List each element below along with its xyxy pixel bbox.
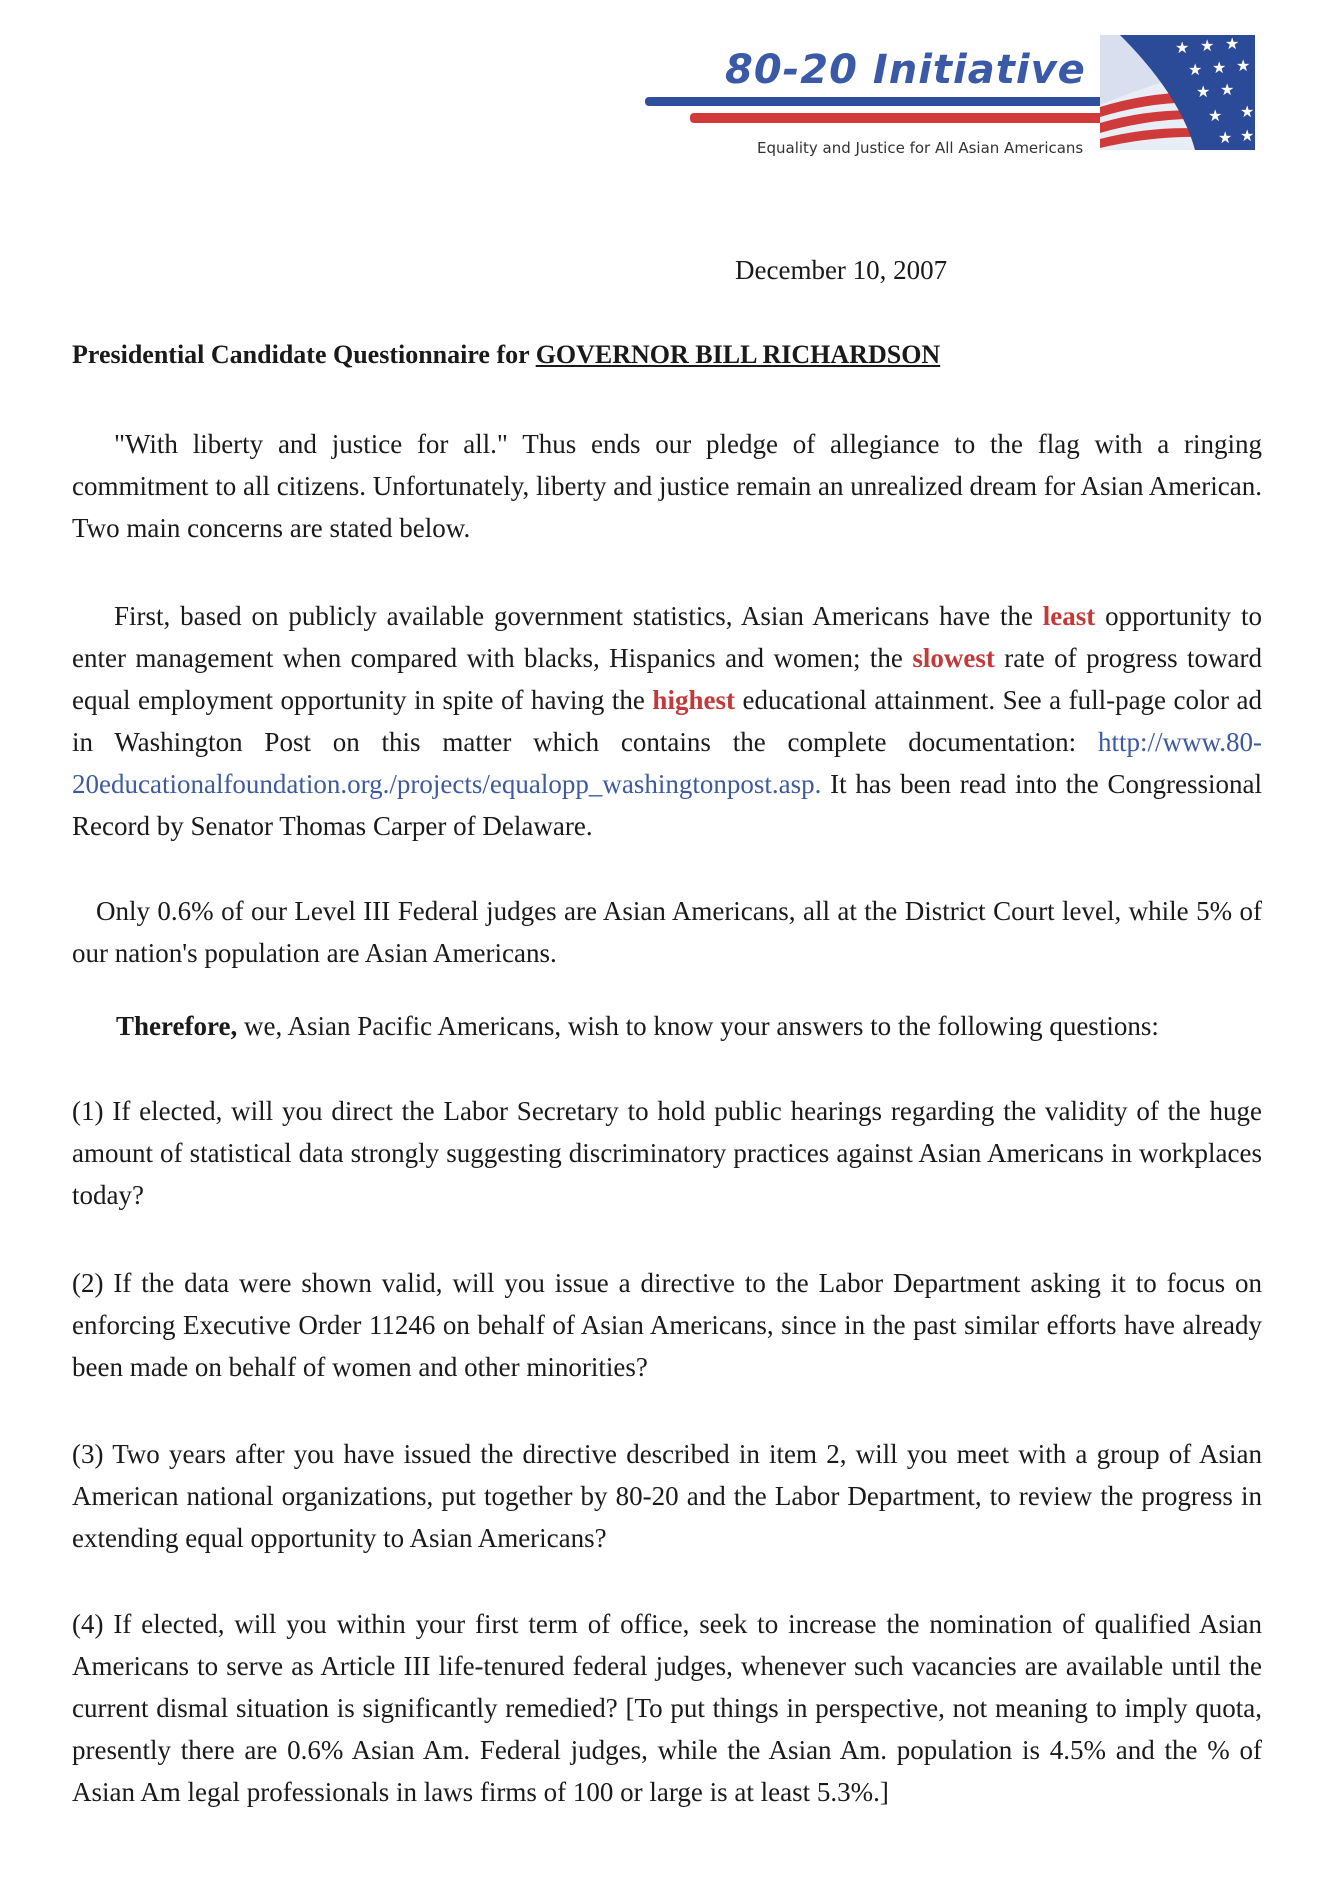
p2-text-1: First, based on publicly available government statistics, Asian Americans have the: [114, 601, 1043, 631]
p2-text-3: rate of progress toward equal employment opportunity in spite of having the: [72, 643, 1262, 715]
p2-text-2: opportunity to enter management when compared with blacks, Hispanics and women; the: [72, 601, 1263, 673]
question-2: (2) If the data were shown valid, will you issue a directive to the Labor Department asking it to focus on enforcing Executive Order 11246 on behalf of Asian Americans, since in the past similar efforts have already been made on behalf of women and other minorities?: [72, 1268, 1262, 1382]
svg-text:★: ★: [1175, 38, 1190, 57]
intro-paragraph: "With liberty and justice for all." Thus ends our pledge of allegiance to the flag with a ringing commitment to all citizens. Unfortunately, liberty and justice remain an unrealized dream for Asian American. Two main concerns are stated below.: [72, 429, 1262, 543]
svg-text:★: ★: [1208, 106, 1223, 125]
svg-text:★: ★: [1225, 35, 1240, 53]
emphasis-slowest: slowest: [912, 643, 995, 673]
p2-text-5: It has been read into the Congressional Record by Senator Thomas Carper of Delaware.: [72, 769, 1262, 841]
question-3: (3) Two years after you have issued the directive described in item 2, will you meet with a group of Asian American national organizations, put together by 80-20 and the Labor Department, to review the progress in extending equal opportunity to Asian Americans?: [72, 1439, 1262, 1553]
svg-text:★: ★: [1236, 56, 1251, 75]
therefore-bold: Therefore,: [116, 1011, 238, 1041]
question-4: (4) If elected, will you within your first term of office, seek to increase the nomination of qualified Asian Americans to serve as Article III life-tenured federal judges, whenever such vacancies are available until the current dismal situation is significantly remedied? [To put things in perspective, not meaning to imply quota, presently there are 0.6% Asian Am. Federal judges, while the Asian Am. population is 4.5% and the % of Asian Am legal professionals in laws firms of 100 or large is at least 5.3%.]: [72, 1609, 1262, 1807]
svg-text:★: ★: [1188, 60, 1203, 79]
emphasis-highest: highest: [652, 685, 735, 715]
logo-title: 80-20 Initiative: [725, 47, 1086, 93]
letter-date: December 10, 2007: [735, 255, 948, 285]
svg-text:★: ★: [1196, 82, 1211, 101]
therefore-paragraph: [72, 1005, 1262, 1047]
heading-prefix: Presidential Candidate Questionnaire for: [72, 340, 530, 369]
logo-tagline: Equality and Justice for All Asian Americans: [757, 139, 1084, 157]
p2-text-4: educational attainment. See a full-page color ad in Washington Post on this matter which contains the complete documentation:: [72, 685, 1262, 757]
svg-text:★: ★: [1212, 58, 1227, 77]
svg-text:★: ★: [1220, 80, 1235, 99]
emphasis-least: least: [1042, 601, 1096, 631]
svg-text:★: ★: [1240, 102, 1255, 121]
documentation-link[interactable]: http://www.80-20educationalfoundation.org./projects/equalopp_washingtonpost.asp.: [72, 727, 1262, 799]
svg-text:★: ★: [1240, 126, 1255, 145]
svg-text:★: ★: [1200, 36, 1215, 55]
questionnaire-heading: [72, 340, 970, 370]
statistics-paragraph: [72, 595, 1262, 847]
question-1: (1) If elected, will you direct the Labor Secretary to hold public hearings regarding the validity of the huge amount of statistical data strongly suggesting discriminatory practices against Asian Americans in workplaces today?: [72, 1096, 1262, 1210]
therefore-rest: we, Asian Pacific Americans, wish to know your answers to the following questions:: [237, 1011, 1159, 1041]
svg-text:★: ★: [1218, 128, 1233, 147]
logo-stripe-blue: [645, 97, 1115, 106]
judges-paragraph: Only 0.6% of our Level III Federal judges are Asian Americans, all at the District Court level, while 5% of our nation's population are Asian Americans.: [72, 896, 1262, 968]
us-flag-icon: [1100, 35, 1255, 150]
logo-stripe-red: [690, 113, 1125, 123]
letterhead-logo: [645, 35, 1257, 165]
candidate-name: GOVERNOR BILL RICHARDSON: [535, 340, 941, 369]
